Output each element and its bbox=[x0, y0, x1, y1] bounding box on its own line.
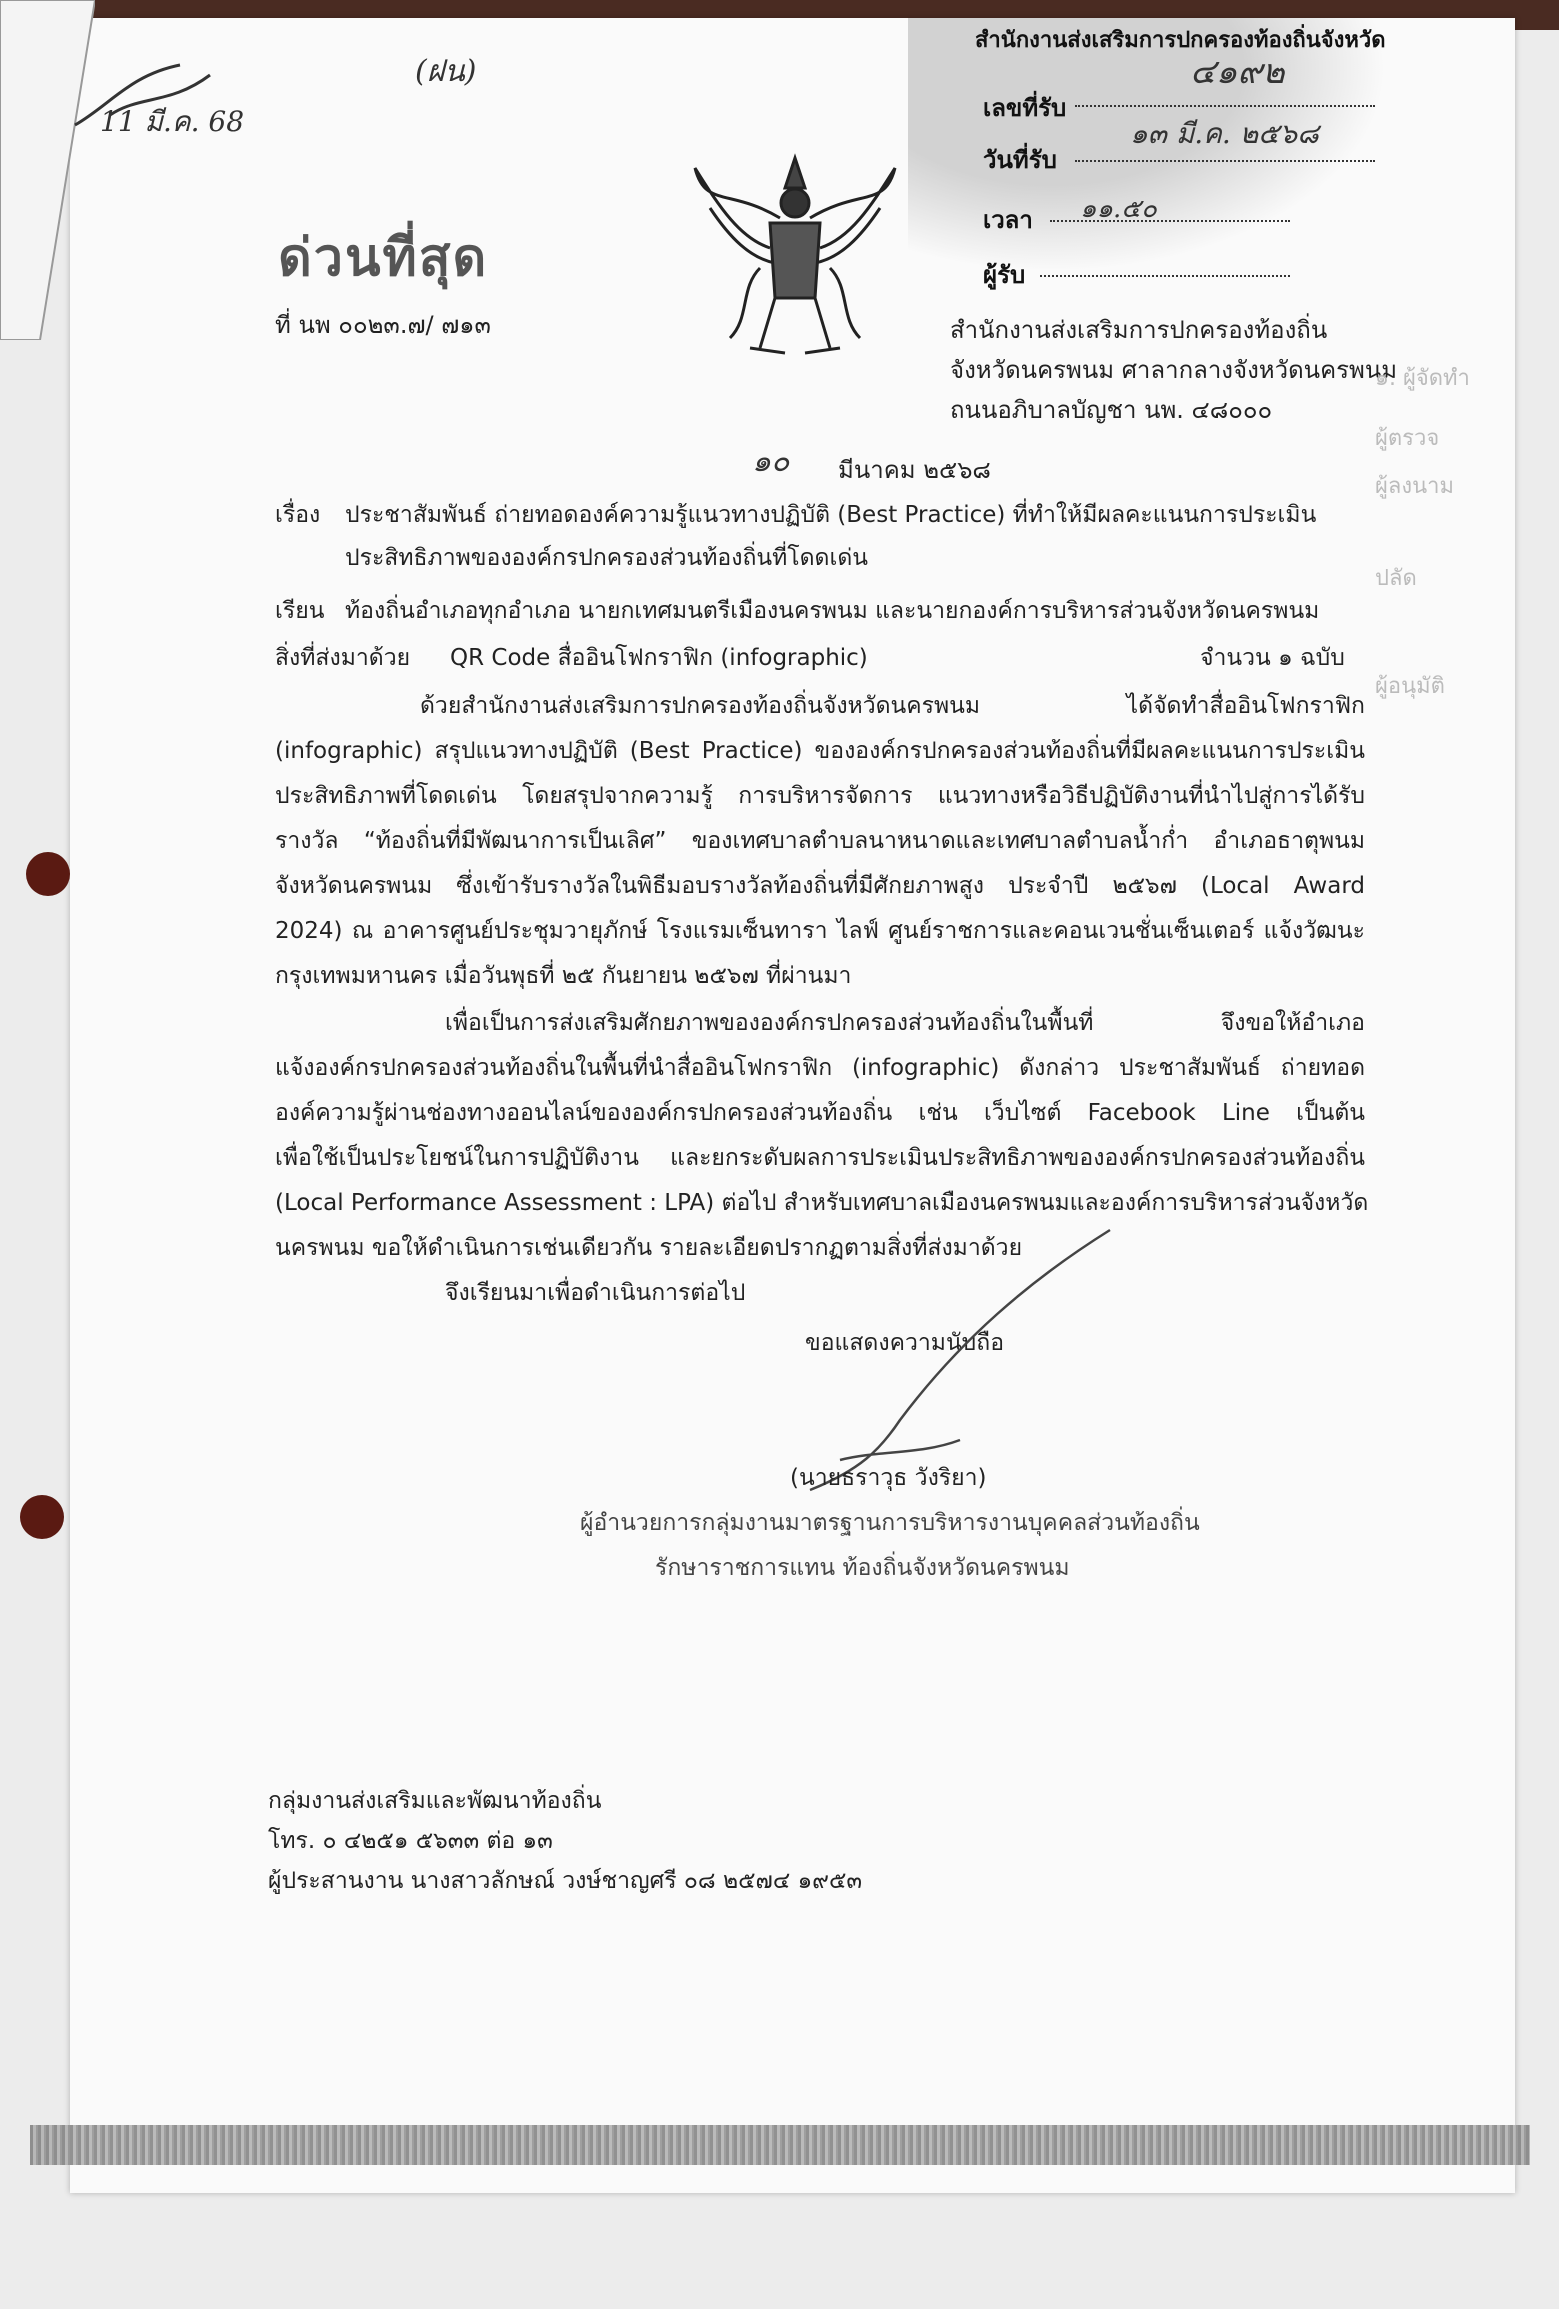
enclosure-qty: จำนวน ๑ ฉบับ bbox=[1200, 645, 1345, 671]
ghost-side-1: ๑. ผู้จัดทำ bbox=[1375, 366, 1470, 391]
subject-line-1: ประชาสัมพันธ์ ถ่ายทอดองค์ความรู้แนวทางปฏิบัติ (Best Practice) ที่ทำให้มีผลคะแนนการประเมิน bbox=[345, 502, 1317, 528]
ghost-side-4: ปลัด bbox=[1375, 566, 1417, 591]
office-line-2: จังหวัดนครพนม ศาลากลางจังหวัดนครพนม bbox=[950, 356, 1398, 384]
para2-line-6: นครพนม ขอให้ดำเนินการเช่นเดียวกัน รายละเอียดปรากฏตามสิ่งที่ส่งมาด้วย bbox=[275, 1235, 1023, 1261]
stamp-recipient-label: ผู้รับ bbox=[983, 261, 1026, 289]
ghost-side-3: ผู้ลงนาม bbox=[1375, 474, 1455, 499]
handwritten-received-time: ๑๑.๕๐ bbox=[1080, 194, 1157, 224]
date-day-handwritten: ๑๐ bbox=[752, 444, 790, 479]
enclosure-item: QR Code สื่ออินโฟกราฟิก (infographic) bbox=[450, 645, 868, 671]
office-line-3: ถนนอภิบาลบัญชา นพ. ๔๘๐๐๐ bbox=[950, 396, 1273, 424]
signature-scribble bbox=[780, 1220, 1130, 1500]
punch-hole-lower bbox=[20, 1495, 64, 1539]
ghost-side-5: ผู้อนุมัติ bbox=[1375, 674, 1445, 699]
handwritten-initials bbox=[70, 55, 220, 135]
stamp-header: สำนักงานส่งเสริมการปกครองท้องถิ่นจังหวัด bbox=[975, 28, 1386, 53]
scan-edge-band bbox=[30, 2125, 1530, 2165]
handwritten-received-no: ๔๑๙๒ bbox=[1190, 52, 1285, 92]
para1-line-2: (infographic) สรุปแนวทางปฏิบัติ (Best Practice) ขององค์กรปกครองส่วนท้องถิ่นที่มีผลคะแนนการประเมิน bbox=[275, 738, 1365, 764]
stamp-recipient-line bbox=[1040, 275, 1290, 277]
signatory-title-1: ผู้อำนวยการกลุ่มงานมาตรฐานการบริหารงานบุคคลส่วนท้องถิ่น bbox=[580, 1510, 1200, 1536]
regards-text: ขอแสดงความนับถือ bbox=[805, 1330, 1005, 1356]
paper-curl bbox=[0, 0, 95, 340]
para1-line-6: 2024) ณ อาคารศูนย์ประชุมวายุภักษ์ โรงแรมเซ็นทารา ไลฟ์ ศูนย์ราชการและคอนเวนชั่นเซ็นเตอร์ แจ้งวัฒนะ bbox=[275, 918, 1365, 944]
subject-line-2: ประสิทธิภาพขององค์กรปกครองส่วนท้องถิ่นที่โดดเด่น bbox=[345, 545, 869, 571]
para2-line-5: (Local Performance Assessment : LPA) ต่อไป สำหรับเทศบาลเมืองนครพนมและองค์การบริหารส่วนจังหวัด bbox=[275, 1190, 1369, 1216]
signatory-name: (นายธราวุธ วังริยา) bbox=[790, 1465, 987, 1491]
office-line-1: สำนักงานส่งเสริมการปกครองท้องถิ่น bbox=[950, 316, 1328, 344]
subject-label: เรื่อง bbox=[275, 502, 321, 528]
para2-line-1: เพื่อเป็นการส่งเสริมศักยภาพขององค์กรปกครองส่วนท้องถิ่นในพื้นที่ จึงขอให้อำเภอ bbox=[445, 1010, 1365, 1036]
handwritten-note-top: (ฝน) bbox=[415, 54, 477, 89]
para1-line-1: ด้วยสำนักงานส่งเสริมการปกครองท้องถิ่นจังหวัดนครพนม ได้จัดทำสื่ออินโฟกราฟิก bbox=[420, 693, 1365, 719]
urgency-title: ด่วนที่สุด bbox=[278, 228, 489, 288]
para2-line-2: แจ้งองค์กรปกครองส่วนท้องถิ่นในพื้นที่นำสื่ออินโฟกราฟิก (infographic) ดังกล่าว ประชาสัมพันธ์ ถ่ายทอด bbox=[275, 1055, 1365, 1081]
para2-line-4: เพื่อใช้เป็นประโยชน์ในการปฏิบัติงาน และยกระดับผลการประเมินประสิทธิภาพขององค์กรปกครองส่วนท้องถิ่น bbox=[275, 1145, 1365, 1171]
para1-line-7: กรุงเทพมหานคร เมื่อวันพุธที่ ๒๕ กันยายน ๒๕๖๗ ที่ผ่านมา bbox=[275, 963, 852, 989]
footer-phone: โทร. ๐ ๔๒๕๑ ๕๖๓๓ ต่อ ๑๓ bbox=[268, 1828, 553, 1854]
para1-line-5: จังหวัดนครพนม ซึ่งเข้ารับรางวัลในพิธีมอบรางวัลท้องถิ่นที่มีศักยภาพสูง ประจำปี ๒๕๖๗ (Local Award bbox=[275, 873, 1365, 899]
para1-line-3: ประสิทธิภาพที่โดดเด่น โดยสรุปจากความรู้ การบริหารจัดการ แนวทางหรือวิธีปฏิบัติงานที่นำไปสู่การได้รับ bbox=[275, 783, 1365, 809]
ghost-side-2: ผู้ตรวจ bbox=[1375, 426, 1440, 451]
to-text: ท้องถิ่นอำเภอทุกอำเภอ นายกเทศมนตรีเมืองนครพนม และนายกองค์การบริหารส่วนจังหวัดนครพนม bbox=[345, 598, 1320, 624]
footer-division: กลุ่มงานส่งเสริมและพัฒนาท้องถิ่น bbox=[268, 1788, 602, 1814]
reference-number: ที่ นพ ๐๐๒๓.๗/ ๗๑๓ bbox=[275, 311, 491, 339]
stamp-no-line bbox=[1075, 105, 1375, 107]
stamp-date-line bbox=[1075, 160, 1375, 162]
garuda-emblem bbox=[690, 148, 900, 363]
stamp-time-label: เวลา bbox=[983, 206, 1033, 234]
stamp-no-label: เลขที่รับ bbox=[983, 94, 1067, 122]
date-month-year: มีนาคม ๒๕๖๘ bbox=[838, 456, 991, 484]
punch-hole-upper bbox=[26, 852, 70, 896]
closing-text: จึงเรียนมาเพื่อดำเนินการต่อไป bbox=[445, 1280, 746, 1306]
signatory-title-2: รักษาราชการแทน ท้องถิ่นจังหวัดนครพนม bbox=[655, 1555, 1070, 1581]
stamp-date-label: วันที่รับ bbox=[983, 146, 1057, 174]
footer-coordinator: ผู้ประสานงาน นางสาวลักษณ์ วงษ์ชาญศรี ๐๘ ๒๕๗๔ ๑๙๕๓ bbox=[268, 1868, 863, 1894]
para1-line-4: รางวัล “ท้องถิ่นที่มีพัฒนาการเป็นเลิศ” ของเทศบาลตำบลนาหนาดและเทศบาลตำบลน้ำก่ำ อำเภอธาตุพนม bbox=[275, 828, 1365, 854]
handwritten-received-date: ๑๓ มี.ค. ๒๕๖๘ bbox=[1130, 117, 1319, 150]
enclosure-label: สิ่งที่ส่งมาด้วย bbox=[275, 645, 411, 671]
handwritten-date-note: 11 มี.ค. 68 bbox=[100, 105, 245, 138]
to-label: เรียน bbox=[275, 598, 325, 624]
para2-line-3: องค์ความรู้ผ่านช่องทางออนไลน์ขององค์กรปกครองส่วนท้องถิ่น เช่น เว็บไซต์ Facebook Line เป็นต้น bbox=[275, 1100, 1365, 1126]
